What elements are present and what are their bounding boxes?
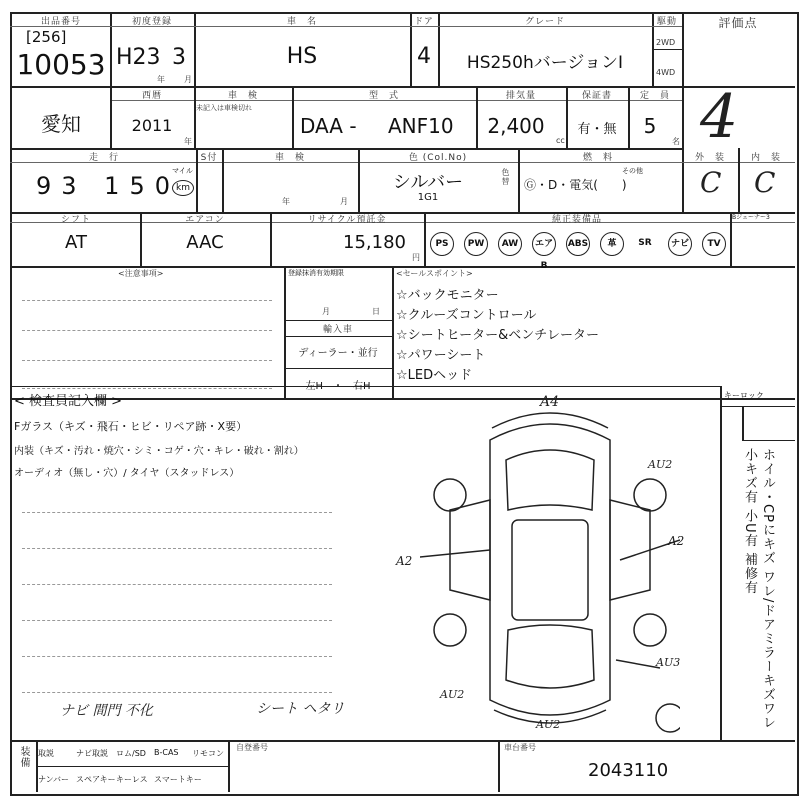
color: シルバー bbox=[392, 172, 464, 193]
sales-point: ☆クルーズコントロール bbox=[396, 308, 537, 323]
mileage-unit-mile: マイル bbox=[172, 167, 193, 175]
equipment-item: SR bbox=[638, 238, 652, 248]
fuel-label: 燃 料 bbox=[582, 153, 613, 163]
equipment-item: PW bbox=[464, 232, 488, 256]
s-label: S付 bbox=[200, 153, 218, 163]
inspection-year-unit: 年 bbox=[282, 197, 290, 206]
sales-point: ☆シートヒーター&ベンチレーター bbox=[396, 328, 600, 343]
recycle-label: リサイクル預託金 bbox=[307, 215, 387, 225]
reg-number-label: 自登番号 bbox=[236, 743, 268, 752]
month-unit: 月 bbox=[184, 75, 192, 84]
exterior-grade: C bbox=[700, 166, 722, 199]
footer-item: ロム/SD bbox=[116, 749, 146, 758]
equipment-item: 革 bbox=[600, 232, 624, 256]
damage-mark-au2-front: AU2 bbox=[648, 458, 673, 471]
interior-label: 内 装 bbox=[750, 153, 781, 163]
sales-point: ☆LEDヘッド bbox=[396, 368, 473, 383]
displacement-unit: cc bbox=[556, 136, 565, 145]
grade: HS250hバージョンI bbox=[466, 53, 624, 73]
inspection-month-unit: 月 bbox=[340, 197, 348, 206]
footer-item: リモコン bbox=[192, 749, 224, 758]
equipment-item: TV bbox=[702, 232, 726, 256]
handwritten-note-1: ナビ 間門 不化 bbox=[60, 703, 153, 719]
type-label: 型 式 bbox=[368, 91, 399, 101]
footer-item: スマートキー bbox=[154, 775, 202, 784]
year-unit: 年 bbox=[157, 75, 165, 84]
sales-label: <セールスポイント> bbox=[396, 269, 473, 278]
capacity: 5 bbox=[643, 114, 657, 138]
damage-mark-a2-right: A2 bbox=[668, 534, 685, 548]
first-reg-era: H23 bbox=[116, 45, 161, 70]
equipment-item: エアB bbox=[532, 232, 556, 256]
wheel-mirror-note: ホイル・CPにキズ ワレ/ドアミラーキズワレ 小キズ有 小U有 補修有 bbox=[742, 448, 775, 730]
equipment-item: PS bbox=[430, 232, 454, 256]
lot-code: [256] bbox=[26, 28, 67, 46]
model-year-unit: 年 bbox=[184, 137, 192, 146]
shaken-label: 車 検 bbox=[227, 91, 258, 101]
handle-side bbox=[284, 377, 392, 392]
color-change: 色替 bbox=[501, 168, 510, 186]
displacement-label: 排気量 bbox=[505, 91, 536, 101]
car-name: HS bbox=[286, 44, 318, 69]
score: 4 bbox=[700, 82, 739, 152]
chassis-number: 2043110 bbox=[588, 760, 669, 781]
capacity-label: 定 員 bbox=[639, 91, 670, 101]
damage-mark-a4: A4 bbox=[540, 394, 560, 410]
notes-label: <注意事項> bbox=[118, 269, 164, 278]
mileage: 93 150 bbox=[36, 172, 180, 200]
model-year: 2011 bbox=[131, 116, 173, 135]
handwritten-note-2: シート ヘタリ bbox=[256, 701, 345, 717]
import-value: ディーラー・並行 bbox=[298, 348, 378, 359]
damage-mark-au2-rear: AU2 bbox=[536, 718, 561, 731]
fuel-other: その他 bbox=[622, 167, 643, 175]
prev-reg-label: 登録抹消有効期限 bbox=[288, 269, 344, 277]
sales-point: ☆パワーシート bbox=[396, 348, 486, 363]
chassis-label: 車台番号 bbox=[504, 743, 536, 752]
first-reg-month: 3 bbox=[172, 45, 186, 70]
inspector-label: < 検査員記入欄 > bbox=[14, 394, 123, 409]
year-label: 西暦 bbox=[141, 91, 162, 101]
drive-2wd: 2WD bbox=[656, 38, 676, 47]
shaken-note: 未記入は車検切れ bbox=[196, 104, 252, 112]
damage-mark-a2-left: A2 bbox=[396, 554, 413, 568]
prev-reg-month: 月 bbox=[322, 307, 330, 316]
damage-mark-au3: AU3 bbox=[656, 656, 681, 669]
location: 愛知 bbox=[41, 112, 81, 136]
interior-note: 内装（キズ・汚れ・焼穴・シミ・コゲ・穴・キレ・破れ・割れ） bbox=[14, 446, 304, 457]
equipment-item: ナビ bbox=[668, 232, 692, 256]
grade-label: グレード bbox=[524, 17, 565, 27]
footer-item: スペアキー bbox=[76, 775, 116, 784]
warranty: 有・無 bbox=[577, 122, 617, 137]
footer-item: ナビ取説 bbox=[76, 749, 108, 758]
footer-col1-label: 装備 bbox=[18, 746, 29, 768]
shift-label: シフト bbox=[60, 215, 91, 225]
equipment-extra-label: Bジェーナー3 bbox=[732, 214, 770, 221]
car-name-label: 車 名 bbox=[286, 17, 317, 27]
color-label: 色 (Col.No) bbox=[408, 153, 468, 163]
audio-tire-note: オーディオ（無し・穴）/ タイヤ（スタッドレス） bbox=[14, 468, 240, 479]
exterior-label: 外 装 bbox=[694, 153, 725, 163]
model-code: ANF10 bbox=[388, 114, 454, 138]
venue-label: 出品番号 bbox=[40, 17, 81, 27]
recycle-unit: 円 bbox=[412, 253, 420, 262]
footer-item: 取説 bbox=[38, 749, 54, 758]
ac-label: エアコン bbox=[185, 215, 225, 225]
interior-grade: C bbox=[754, 166, 776, 199]
sales-point: ☆バックモニター bbox=[396, 288, 499, 303]
footer-item: B-CAS bbox=[154, 748, 179, 757]
inspection-label: 車 検 bbox=[274, 153, 305, 163]
import-label: 輸入車 bbox=[322, 325, 353, 335]
equipment-label: 純正装備品 bbox=[551, 215, 602, 225]
prev-reg-day: 日 bbox=[372, 307, 380, 316]
lot-number: 10053 bbox=[16, 48, 106, 81]
color-code: 1G1 bbox=[417, 192, 439, 203]
footer-item: ナンバー bbox=[38, 775, 70, 784]
warranty-label: 保証書 bbox=[581, 91, 612, 101]
recycle-fee: 15,180 bbox=[343, 232, 406, 253]
drive-4wd: 4WD bbox=[656, 68, 676, 77]
equipment-item: ABS bbox=[566, 232, 590, 256]
footer-item: キーレス bbox=[116, 775, 148, 784]
score-label: 評価点 bbox=[718, 16, 758, 30]
first-reg-label: 初度登録 bbox=[131, 17, 172, 27]
air-conditioning: AAC bbox=[186, 232, 224, 253]
fuel: Ⓖ・D・電気( ) bbox=[524, 178, 627, 192]
displacement: 2,400 bbox=[487, 114, 545, 138]
damage-mark-au2-rear-left: AU2 bbox=[440, 688, 465, 701]
mileage-label: 走 行 bbox=[88, 153, 119, 163]
door-label: ドア bbox=[414, 17, 434, 27]
equipment-item: AW bbox=[498, 232, 522, 256]
model-prefix: DAA - bbox=[300, 114, 357, 138]
key-lock-label: キーロック bbox=[724, 391, 764, 400]
shift: AT bbox=[65, 232, 87, 253]
capacity-unit: 名 bbox=[672, 137, 680, 146]
mileage-unit-km: km bbox=[172, 180, 194, 196]
glass-note: Fガラス（キズ・飛石・ヒビ・リペア跡・X要） bbox=[14, 420, 248, 433]
doors: 4 bbox=[417, 44, 431, 69]
drive-label: 駆動 bbox=[656, 17, 677, 27]
